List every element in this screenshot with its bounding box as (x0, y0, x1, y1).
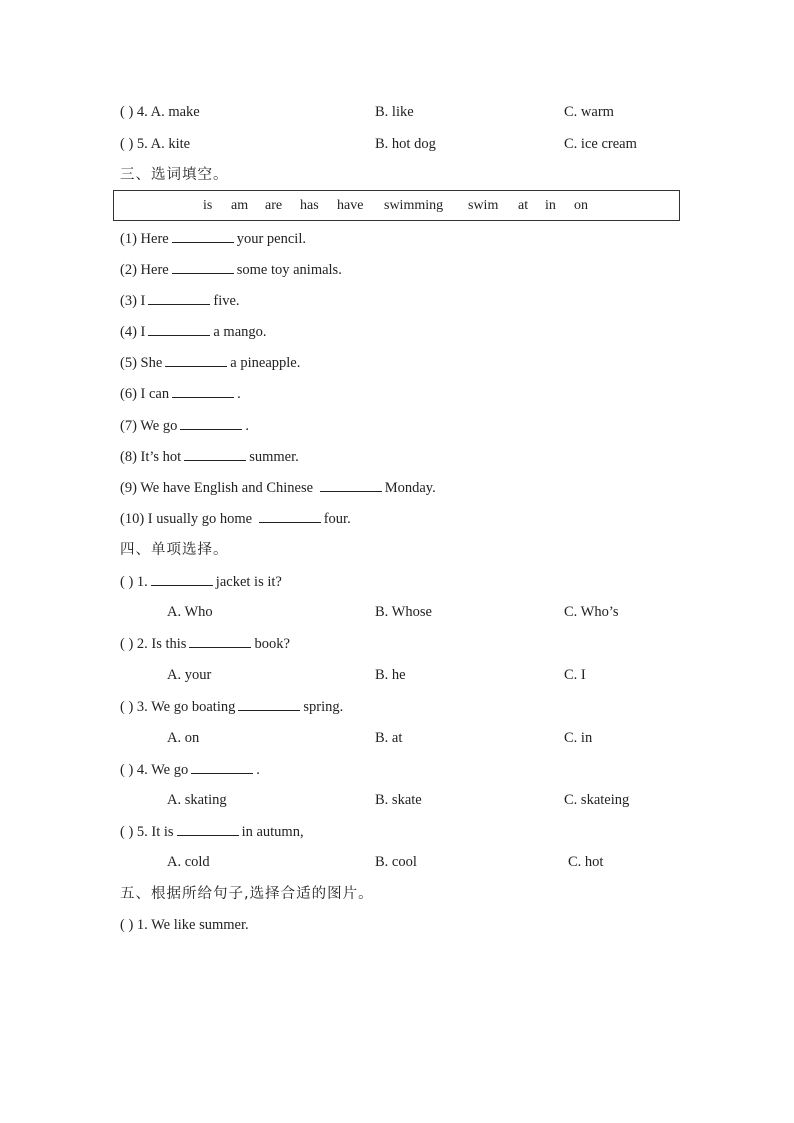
word-bank-word: are (265, 198, 283, 213)
s2-q4-option-a: ( ) 4. A. make (120, 104, 200, 120)
answer-blank[interactable] (184, 446, 246, 461)
answer-blank[interactable] (148, 290, 210, 305)
fill-item-1 (120, 228, 306, 248)
mc-question-prefix: ( ) 3. We go boating (120, 699, 236, 715)
picture-question-1: ( ) 1. We like summer. (120, 917, 249, 933)
mc-q3-option-c[interactable]: C. in (564, 730, 593, 746)
fill-item-5 (120, 352, 300, 372)
mc-q1-option-b[interactable]: B. Whose (375, 604, 432, 620)
mc-question-prefix: ( ) 4. We go (120, 762, 189, 778)
mc-q5-option-c[interactable]: C. hot (568, 854, 604, 870)
answer-blank[interactable] (165, 352, 227, 367)
answer-blank[interactable] (172, 383, 234, 398)
fill-item-suffix: some toy animals. (236, 262, 342, 278)
fill-item-2 (120, 259, 342, 279)
fill-item-prefix: (2) Here (120, 262, 169, 278)
fill-item-suffix: five. (213, 293, 240, 309)
mc-q1-option-a[interactable]: A. Who (167, 604, 213, 620)
mc-q3-option-b[interactable]: B. at (375, 730, 403, 746)
mc-question-prefix: ( ) 1. (120, 574, 148, 590)
mc-q2-option-a[interactable]: A. your (167, 667, 212, 683)
fill-item-6 (120, 383, 241, 403)
mc-q5-option-a[interactable]: A. cold (167, 854, 210, 870)
s2-question-5 (120, 134, 190, 154)
fill-item-9 (120, 477, 436, 497)
mc-question-suffix: book? (254, 636, 290, 652)
section5-title: 五、根据所给句子,选择合适的图片。 (120, 886, 374, 902)
word-bank-word: is (203, 198, 213, 213)
answer-blank[interactable] (320, 477, 382, 492)
mc-question-1 (120, 571, 282, 591)
fill-item-suffix: summer. (249, 449, 299, 465)
mc-q4-option-a[interactable]: A. skating (167, 792, 227, 808)
answer-blank[interactable] (180, 415, 242, 430)
answer-blank[interactable] (172, 228, 234, 243)
s2-q5-option-b: B. hot dog (375, 136, 436, 152)
word-bank-word: on (574, 198, 588, 213)
fill-item-prefix: (8) It’s hot (120, 449, 182, 465)
s2-q4-option-c: C. warm (564, 104, 614, 120)
word-bank-word: swimming (384, 198, 444, 213)
answer-blank[interactable] (259, 508, 321, 523)
s2-q5-option-a: ( ) 5. A. kite (120, 136, 191, 152)
fill-item-4 (120, 321, 267, 341)
fill-item-suffix: . (237, 386, 241, 402)
fill-item-suffix: Monday. (384, 480, 436, 496)
mc-q3-option-a[interactable]: A. on (167, 730, 200, 746)
fill-item-prefix: (5) She (120, 355, 163, 371)
word-bank-word: have (337, 198, 364, 213)
word-bank-word: at (518, 198, 529, 213)
answer-blank[interactable] (177, 821, 239, 836)
section4-title: 四、单项选择。 (120, 542, 229, 558)
fill-item-3 (120, 290, 240, 310)
s2-q5-option-c: C. ice cream (564, 136, 637, 152)
mc-question-5 (120, 821, 304, 841)
fill-item-prefix: (9) We have English and Chinese (120, 480, 317, 496)
answer-blank[interactable] (191, 759, 253, 774)
mc-q5-option-b[interactable]: B. cool (375, 854, 417, 870)
mc-question-suffix: jacket is it? (215, 574, 282, 590)
fill-item-suffix: . (245, 418, 249, 434)
s2-question-4 (120, 102, 200, 122)
word-bank-word: swim (468, 198, 499, 213)
answer-blank[interactable] (189, 633, 251, 648)
mc-question-suffix: spring. (303, 699, 344, 715)
fill-item-8 (120, 446, 299, 466)
s2-q4-option-b: B. like (375, 104, 414, 120)
mc-question-prefix: ( ) 5. It is (120, 824, 174, 840)
mc-q4-option-c[interactable]: C. skateing (564, 792, 630, 808)
fill-item-prefix: (6) I can (120, 386, 170, 402)
answer-blank[interactable] (172, 259, 234, 274)
word-bank-box (113, 190, 680, 221)
fill-item-suffix: your pencil. (236, 231, 306, 247)
answer-blank[interactable] (151, 571, 213, 586)
mc-q2-option-c[interactable]: C. I (564, 667, 586, 683)
mc-q2-option-b[interactable]: B. he (375, 667, 406, 683)
mc-q1-option-c[interactable]: C. Who’s (564, 604, 619, 620)
word-bank-word: am (231, 198, 249, 213)
section3-title: 三、选词填空。 (120, 167, 229, 183)
fill-item-suffix: a pineapple. (230, 355, 301, 371)
mc-question-4 (120, 759, 260, 779)
fill-item-prefix: (4) I (120, 324, 146, 340)
fill-item-7 (120, 415, 249, 435)
fill-item-prefix: (3) I (120, 293, 146, 309)
mc-question-prefix: ( ) 2. Is this (120, 636, 187, 652)
word-bank-word: in (545, 198, 556, 213)
word-bank-word: has (300, 198, 319, 213)
mc-question-suffix: in autumn, (241, 824, 304, 840)
fill-item-suffix: four. (323, 511, 351, 527)
mc-q4-option-b[interactable]: B. skate (375, 792, 422, 808)
fill-item-10 (120, 508, 351, 528)
fill-item-prefix: (1) Here (120, 231, 169, 247)
fill-item-prefix: (10) I usually go home (120, 511, 256, 527)
mc-question-2 (120, 633, 290, 653)
mc-question-3 (120, 696, 343, 716)
fill-item-suffix: a mango. (213, 324, 267, 340)
answer-blank[interactable] (238, 696, 300, 711)
mc-question-suffix: . (256, 762, 260, 778)
fill-item-prefix: (7) We go (120, 418, 178, 434)
answer-blank[interactable] (148, 321, 210, 336)
